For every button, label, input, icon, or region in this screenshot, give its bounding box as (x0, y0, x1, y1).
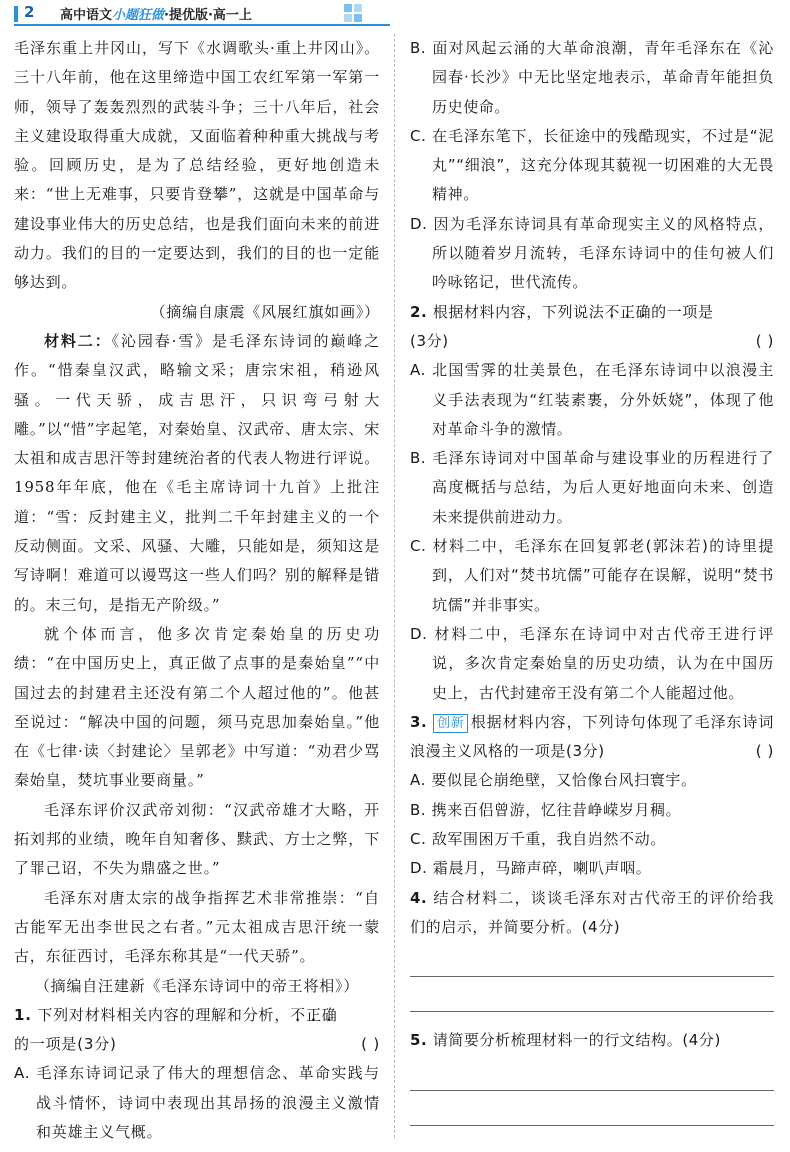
book-title (60, 4, 252, 23)
material1-paragraph: 毛泽东重上井冈山，写下《水调歌头·重上井冈山》。三十八年前，他在这里缔造中国工农红军第一军第一师，领导了轰轰烈烈的武装斗争；三十八年后，社会主义建设取得重大成就，又面临着种种重大挑战与考验。回顾历史，是为了总结经验，更好地创造未来：“世上无难事，只要肯登攀”，这就是中国革命与建设事业伟大的历史总结，也是我们面向未来的前进动力。我们的目的一定要达到，我们的目的也一定能够达到。 (14, 39, 380, 292)
answer-line[interactable] (410, 942, 774, 977)
source-citation-1: （摘编自康震《风展红旗如画》） (150, 302, 380, 321)
option-text: 因为毛泽东诗词具有革命现实主义的风格特点，所以随着岁月流转，毛泽东诗词中的佳句被人们吟咏铭记，世代流传。 (432, 214, 774, 292)
option-b[interactable] (410, 444, 774, 532)
option-label: A. (14, 1064, 31, 1083)
header-rule (14, 24, 390, 26)
option-d[interactable] (410, 620, 774, 708)
question-4-number: 4. (410, 888, 428, 907)
option-text: 北国雪霁的壮美景色，在毛泽东诗词中以浪漫主义手法表现为“红装素裹，分外妖娆”，体现了他对革命斗争的激情。 (432, 361, 774, 438)
emphasis-char: 确 (321, 1005, 338, 1024)
question-1 (14, 1001, 380, 1147)
emphasis-char: 正 (619, 302, 636, 321)
option-label: C. (410, 126, 427, 145)
option-c[interactable] (410, 532, 774, 620)
option-a[interactable] (410, 766, 774, 795)
question-5 (410, 1026, 774, 1125)
question-2-number: 2. (410, 302, 428, 321)
option-a[interactable] (410, 356, 774, 444)
option-label: B. (410, 39, 427, 57)
answer-line[interactable] (410, 977, 774, 1012)
material2-paragraph-4: 毛泽东对唐太宗的战争指挥艺术非常推崇：“自古能军无出李世民之右者。”元太祖成吉思汗统一蒙古，东征西讨，毛泽东称其是“一代天骄”。 (14, 888, 380, 966)
emphasis-char: 不 (604, 302, 620, 321)
innovation-tag: 创新 (433, 714, 468, 733)
material2-paragraph-3: 毛泽东评价汉武帝刘彻：“汉武帝雄才大略，开拓刘邦的业绩，晚年自知奢侈、黩武、方士之弊，下了罪己诏，不失为鼎盛之世。” (14, 800, 380, 878)
question-3-stem-text: 根据材料内容，下列诗句体现了毛泽东诗词浪漫主义风格的一项是(3分) (410, 712, 775, 761)
option-d[interactable] (410, 854, 774, 883)
emphasis-char: 不 (290, 1005, 306, 1024)
brand-logo: 小题狂做 (112, 8, 165, 23)
source-citation-2: （摘编自汪建新《毛泽东诗词中的帝王将相》） (34, 976, 360, 995)
question-2-points: (3分) (410, 331, 449, 350)
question-1-number: 1. (14, 1005, 32, 1024)
question-2-stem-a: 根据材料内容，下列说法 (432, 302, 605, 321)
question-3-number: 3. (410, 712, 428, 731)
option-text: 材料二中，毛泽东在诗词中对古代帝王进行评说，多次肯定秦始皇的历史功绩，认为在中国历史上，古代封建帝王没有第二个人能超过他。 (432, 624, 774, 702)
material2-label: 材料二： (44, 331, 112, 350)
question-5-stem (410, 1026, 774, 1055)
page-header (0, 0, 790, 28)
question-1-stem-a: 下列对材料相关内容的理解和分析， (37, 1005, 291, 1024)
option-text: 材料二中，毛泽东在回复郭老(郭沫若)的诗里提到，人们对“焚书坑儒”可能存在误解，说明“焚书坑儒”并非事实。 (432, 537, 774, 614)
question-2-stem (410, 298, 774, 327)
right-column (410, 34, 774, 1126)
material2-text: 《沁园春·雪》是毛泽东诗词的巅峰之作。“惜秦皇汉武，略输文采；唐宗宋祖，稍逊风骚。一代天骄，成吉思汗，只识弯弓射大雕。”以“惜”字起笔，对秦始皇、汉武帝、唐太宗、宋太祖和成吉思汗等封建统治者的代表人物进行评说。1958年年底，他在《毛主席诗词十九首》上批注道：“雪：反封建主义，批判二千年封建主义的一个反动侧面。文采、风骚、大雕，只能如是，须知这是写诗啊！难道可以谩骂这一些人们吗？别的解释是错的。末三句，是指无产阶级。” (14, 331, 381, 614)
title-prefix: 高中语文 (60, 8, 113, 23)
option-text: 毛泽东诗词记录了伟大的理想信念、革命实践与战斗情怀，诗词中表现出其昂扬的浪漫主义激情和英雄主义气概。 (36, 1064, 380, 1141)
option-text: 敌军围困万千重，我自岿然不动。 (431, 830, 666, 849)
question-2 (410, 298, 774, 708)
answer-blank[interactable]: ( ) (361, 1035, 380, 1054)
emphasis-char: 确 (635, 302, 652, 321)
option-label: A. (410, 361, 426, 380)
option-text: 毛泽东诗词对中国革命与建设事业的历程进行了高度概括与总结，为后人更好地面向未来、创造未来提供前进动力。 (432, 449, 774, 526)
option-label: A. (410, 771, 426, 790)
question-3-stem (410, 708, 774, 767)
option-label: C. (410, 830, 427, 849)
option-label: B. (410, 800, 427, 819)
question-1-stem-line2 (14, 1030, 380, 1059)
question-1-stem (14, 1001, 380, 1030)
left-column (14, 34, 380, 1147)
answer-blank[interactable]: ( ) (755, 331, 774, 350)
header-accent-bar (14, 6, 18, 22)
column-divider (394, 34, 395, 1138)
question-2-stem-line2 (410, 327, 774, 356)
answer-blank[interactable]: ( ) (755, 742, 774, 761)
option-c[interactable] (410, 825, 774, 854)
material2-paragraph-2: 就个体而言，他多次肯定秦始皇的历史功绩：“在中国历史上，真正做了点事的是秦始皇”“中国过去的封建君主还没有第二个人超过他的”。他甚至说过：“解决中国的问题，须马克思加秦始皇。”他在《七律·读〈封建论〉呈郭老》中写道：“劝君少骂秦始皇，焚坑事业要商量。” (14, 624, 380, 790)
option-d[interactable] (410, 210, 774, 298)
question-5-stem-text: 请简要分析梳理材料一的行文结构。(4分) (432, 1031, 721, 1050)
option-label: D. (410, 214, 428, 233)
title-suffix: ·提优版·高一上 (164, 8, 252, 23)
question-5-number: 5. (410, 1031, 428, 1050)
option-text: 霜晨月，马蹄声碎，喇叭声咽。 (432, 859, 652, 878)
question-1-stem-b: 的一项是(3分) (14, 1035, 117, 1054)
question-4-stem (410, 884, 774, 943)
question-3 (410, 708, 774, 884)
question-2-stem-b: 的一项是 (651, 302, 714, 321)
option-text: 面对风起云涌的大革命浪潮，青年毛泽东在《沁园春·长沙》中无比坚定地表示，革命青年能担负历史使命。 (432, 39, 774, 116)
option-b[interactable] (410, 34, 774, 122)
header-decoration-icon (344, 4, 364, 24)
answer-line[interactable] (410, 1056, 774, 1091)
emphasis-char: 正 (305, 1005, 322, 1024)
answer-line[interactable] (410, 1091, 774, 1126)
option-label: C. (410, 537, 427, 556)
option-label: D. (410, 624, 428, 643)
page-number: 2 (24, 3, 35, 21)
option-label: B. (410, 449, 427, 468)
option-c[interactable] (410, 122, 774, 210)
question-4 (410, 884, 774, 1013)
option-text: 要似昆仑崩绝壁，又恰像台风扫寰宇。 (431, 771, 697, 790)
option-text: 在毛泽东笔下，长征途中的残酷现实，不过是“泥丸”“细浪”，这充分体现其藐视一切困难的大无畏精神。 (432, 126, 774, 204)
option-a[interactable] (14, 1059, 380, 1147)
option-label: D. (410, 859, 428, 878)
material2-paragraph (14, 327, 380, 620)
option-b[interactable] (410, 796, 774, 825)
question-4-stem-text: 结合材料二，谈谈毛泽东对古代帝王的评价给我们的启示，并简要分析。(4分) (410, 888, 774, 936)
option-text: 携来百侣曾游，忆往昔峥嵘岁月稠。 (431, 800, 682, 819)
